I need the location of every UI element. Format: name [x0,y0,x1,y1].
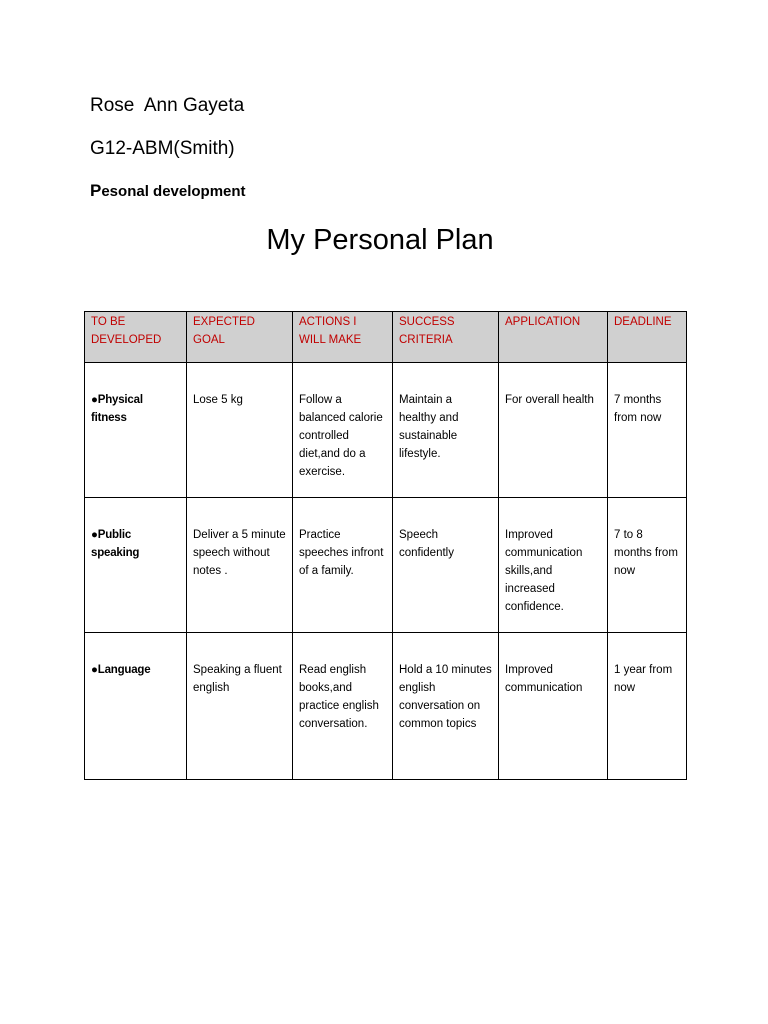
cell-application: For overall health [499,363,608,498]
cell-goal: Speaking a fluent english [187,633,293,780]
student-name: Rose Ann Gayeta [90,95,245,116]
table-row [85,633,687,780]
table-row [85,363,687,498]
cell-area: ●Language [85,633,187,780]
cell-application: Improved communication [499,633,608,780]
cell-criteria: Speech confidently [393,498,499,633]
cell-actions: Follow a balanced calorie controlled diet,and do a exercise. [293,363,393,498]
cell-criteria: Hold a 10 minutes english conversation on common topics [393,633,499,780]
cell-actions: Practice speeches infront of a family. [293,498,393,633]
page-title: My Personal Plan [266,224,494,256]
cell-actions: Read english books,and practice english conversation. [293,633,393,780]
cell-deadline: 7 to 8 months from now [608,498,687,633]
cell-deadline: 1 year from now [608,633,687,780]
cell-area: ●Public speaking [85,498,187,633]
cell-application: Improved communication skills,and increased confidence. [499,498,608,633]
cell-goal: Deliver a 5 minute speech without notes . [187,498,293,633]
cell-goal: Lose 5 kg [187,363,293,498]
subject-title-initial: P [90,181,102,200]
table-row [85,498,687,633]
subject-title [90,181,246,201]
cell-deadline: 7 months from now [608,363,687,498]
header-application: APPLICATION [499,312,608,363]
header-to-be-developed: TO BE DEVELOPED [85,312,187,363]
cell-area: ●Physical fitness [85,363,187,498]
cell-criteria: Maintain a healthy and sustainable lifestyle. [393,363,499,498]
student-section: G12-ABM(Smith) [90,138,235,159]
header-deadline: DEADLINE [608,312,687,363]
header-success-criteria: SUCCESS CRITERIA [393,312,499,363]
subject-title-rest: esonal development [101,183,246,200]
header-actions: ACTIONS I WILL MAKE [293,312,393,363]
personal-plan-table [84,311,687,780]
table-header-row [85,312,687,363]
header-expected-goal: EXPECTED GOAL [187,312,293,363]
